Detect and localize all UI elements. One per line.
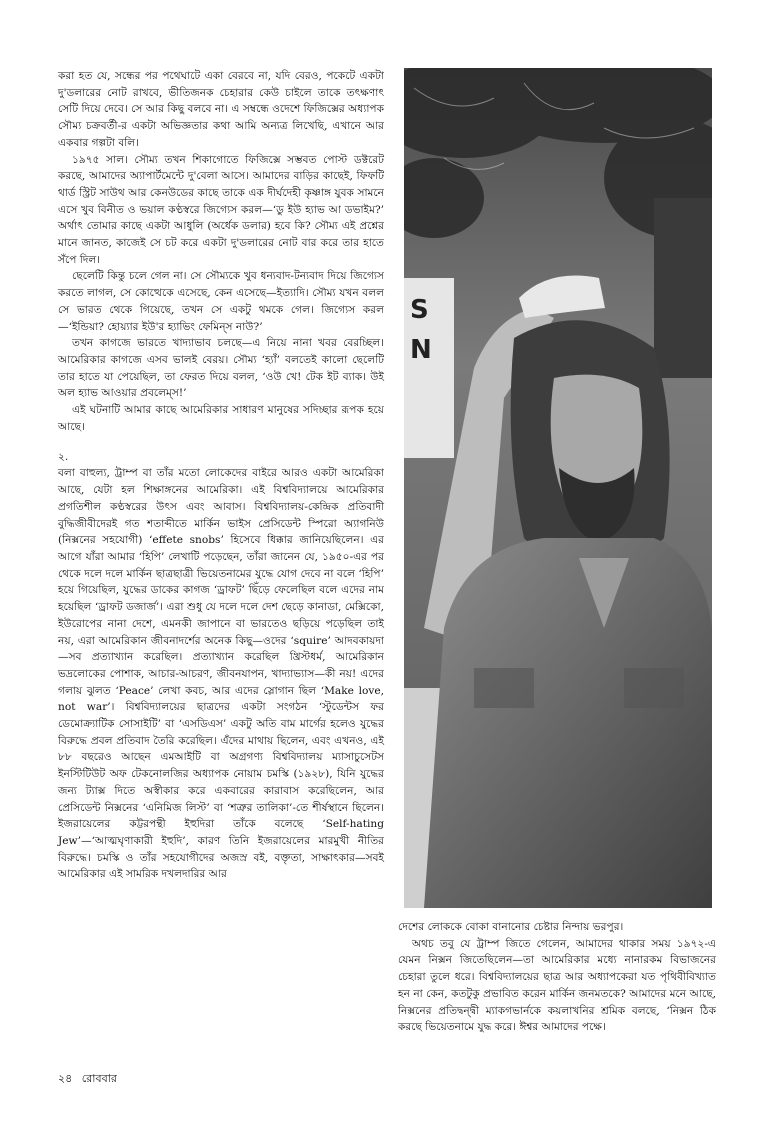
- magazine-name: রোববার: [81, 1072, 117, 1085]
- paragraph-2: ১৯৭৫ সাল। সৌম্য তখন শিকাগোতে ফিজিক্সে সম্ভবত পোস্ট ডক্টরেট করছে, আমাদের অ্যাপার্টমেন্টে দু'বেলা আসে। আমাদের বাড়ির কাছেই, ফিফটি থার্ড স্ট্রিট সাউথ আর কেনউডের কাছে তাকে এক দীর্ঘদেহী কৃষ্ণাঙ্গ যুবক সামনে এসে খুব বিনীত ও ভয়াল কণ্ঠস্বরে জিগ্যেস করল—‘ডু ইউ হ্যাভ আ ডভাইম?’ অর্থাৎ তোমার কাছে একটা আধুলি (অর্ধেক ডলার) হবে কি? সৌম্য এই প্রশ্নের মানে জানত, কাজেই সে চট করে একটা দু'ডলারের নোট বার করে তার হাতে সঁপে দিল।: [58, 153, 384, 266]
- paragraph-5: এই ঘটনাটি আমার কাছে আমেরিকার সাধারণ মানুষের সদিচ্ছার রূপক হয়ে আছে।: [58, 404, 384, 433]
- section-number: ২.: [58, 451, 69, 464]
- section-2-paragraph: বলা বাহুল্য, ট্রাম্প বা তাঁর মতো লোকেদের বাইরে আরও একটা আমেরিকা আছে, যেটা হল শিক্ষাঙ্গনের আমেরিকা। এই বিশ্ববিদ্যালয়ে আমেরিকার প্রগতিশীল কণ্ঠস্বরের উৎস এবং আবাস। বিশ্ববিদ্যালয়-কেন্দ্রিক প্রতিবাদী বুদ্ধিজীবীদেরই গত শতাব্দীতে মার্কিন ভাইস প্রেসিডেন্ট স্পিরো অ্যাগনিউ (নিক্সনের সহযোগী) ‘effete snobs’ হিসেবে ধিক্কার জানিয়েছিলেন। এর আগে যাঁরা আমার ‘হিপি’ লেখাটি পড়েছেন, তাঁরা জানেন যে, ১৯৫০-এর পর থেকে দলে দলে মার্কিন ছাত্রছাত্রী ভিয়েতনামের যুদ্ধে যোগ দেবে না বলে ‘হিপি’ হয়ে গিয়েছিল, যুদ্ধের ডাকের কাগজ ‘ড্রাফট’ ছিঁড়ে ফেলেছিল বলে এদের নাম হয়েছিল ‘ড্রাফট ডজার্জ’। এরা শুধু যে দলে দলে দেশ ছেড়ে কানাডা, মেক্সিকো, ইউরোপের নানা দেশে, এমনকী জাপানে বা ভারতেও ছড়িয়ে পড়েছিল তাই নয়, এরা আমেরিকান জীবনাদর্শের অনেক কিছু—ওদের ‘squire’ আদবকায়দা—সব প্রত্যাখ্যান করেছিল। প্রত্যাখ্যান করেছিল খ্রিস্টধর্ম, আমেরিকান ভদ্রলোকের পোশাক, আচার-আচরণ, জীবনযাপন, খাদ্যাভ্যাস—কী নয়! এদের গলায় ঝুলত ‘Peace’ লেখা কবচ, আর এদের স্লোগান ছিল ‘Make love, not war’। বিশ্ববিদ্যালয়ের ছাত্রদের একটা সংগঠন ‘স্টুডেন্টস ফর ডেমোক্র্যাটিক সোসাইটি’ বা ‘এসডিএস’ একটু অতি বাম মার্গের হলেও যুদ্ধের বিরুদ্ধে প্রবল প্রতিবাদ তৈরি করেছিল। এঁদের মাথায় ছিলেন, এবং এখনও, এই ৮৮ বছরেও আছেন এমআইটি বা অগ্রগণ্য বিশ্ববিদ্যালয় ম্যাসাচুসেটস ইনস্টিটিউট অফ টেকনোলজির অধ্যাপক নোয়াম চমস্কি (১৯২৮), যিনি যুদ্ধের জন্য ট্যাক্স দিতে অস্বীকার করে একবারের কারাবাস করেছিলেন, আর প্রেসিডেন্ট নিক্সনের ‘এনিমিজ লিস্ট’ বা ‘শত্রুর তালিকা’-তে শীর্ষস্থানে ছিলেন। ইজরায়েলের কট্টরপন্থী ইহুদিরা তাঁকে বলেছে ‘Self-hating Jew’—‘আত্মঘৃণাকারী ইহুদি’, কারণ তিনি ইজরায়েলের মারমুখী নীতির বিরুদ্ধে। চমস্কি ও তাঁর সহযোগীদের অজস্র বই, বক্তৃতা, সাক্ষাৎকার—সবই আমেরিকার এই সামরিক দখলদারির আর: [58, 467, 384, 881]
- svg-text:S: S: [410, 295, 429, 325]
- svg-text:N: N: [410, 335, 432, 365]
- paragraph-4: তখন কাগজে ভারতে খাদ্যাভাব চলছে—এ নিয়ে নানা খবর বেরচ্ছিল। আমেরিকার কাগজে এসব ভালই বেরয়। সৌম্য ‘হ্যাঁ’ বলতেই কালো ছেলেটি তার হাতে যা পেয়েছিল, তা ফেরত দিয়ে বলল, ‘ওউ খে! টেক ইট ব্যাক। উই অল হ্যাভ আওয়ার প্রবলেম্‌স!’: [58, 337, 384, 400]
- photo-illustration: [404, 68, 712, 908]
- protester-photo: [404, 68, 712, 908]
- paragraph-1: করা হত যে, সন্ধের পর পথেঘাটে একা বেরবে না, যদি বেরও, পকেটে একটা দু'ডলারের নোট রাখবে, ভীতিজনক চেহারার কেউ চাইলে তাকে তৎক্ষণাৎ সেটি দিয়ে দেবে। সে আর কিছু বলবে না। এ সম্বন্ধে ওদেশে ফিজিক্সের অধ্যাপক সৌম্য চক্রবর্তী-র একটা অভিজ্ঞতার কথা আমি অন্যত্র লিখেছি, এখানে আর একবার গল্পটা বলি।: [58, 70, 384, 149]
- right-paragraph-1: দেশের লোককে বোকা বানানোর চেষ্টার নিন্দায় ভরপুর।: [398, 921, 624, 933]
- left-text-column: [58, 68, 384, 883]
- page-folio: [58, 1072, 117, 1086]
- paragraph-3: ছেলেটি কিন্তু চলে গেল না। সে সৌম্যকে খুব ধন্যবাদ-টন্যবাদ দিয়ে জিগ্যেস করতে লাগল, সে কোত্থেকে এসেছে, কেন এসেছে—ইত্যাদি। সৌম্য যখন বলল সে ভারত থেকে গিয়েছে, তখন সে একটু থমকে গেল। জিগ্যেস করল—‘ইন্ডিয়া? হোয়্যার ইউ'র হ্যাভিং ফেমিন্‌স নাউ?’: [58, 270, 384, 333]
- page-number: ২৪: [58, 1072, 73, 1085]
- right-paragraph-2: অথচ তবু যে ট্রাম্প জিতে গেলেন, আমাদের থাকার সময় ১৯৭২-এ যেমন নিক্সন জিতেছিলেন—তা আমেরিকার মধ্যে নানারকম বিভাজনের চেহারা তুলে ধরে। বিশ্ববিদ্যালয়ের ছাত্র আর অধ্যাপকেরা যত পৃথিবীবিখ্যাত হন না কেন, কতটুকু প্রভাবিত করেন মার্কিন জনমতকে? আমাদের মনে আছে, নিক্সনের প্রতিদ্বন্দ্বী ম্যাকগভার্নকে কয়লাখনির শ্রমিক বলছে, ‘নিক্সন ঠিক করছে ভিয়েতনামে যুদ্ধ করে। ঈশ্বর আমাদের পক্ষে।: [398, 937, 716, 1034]
- right-text-column: [398, 919, 716, 1036]
